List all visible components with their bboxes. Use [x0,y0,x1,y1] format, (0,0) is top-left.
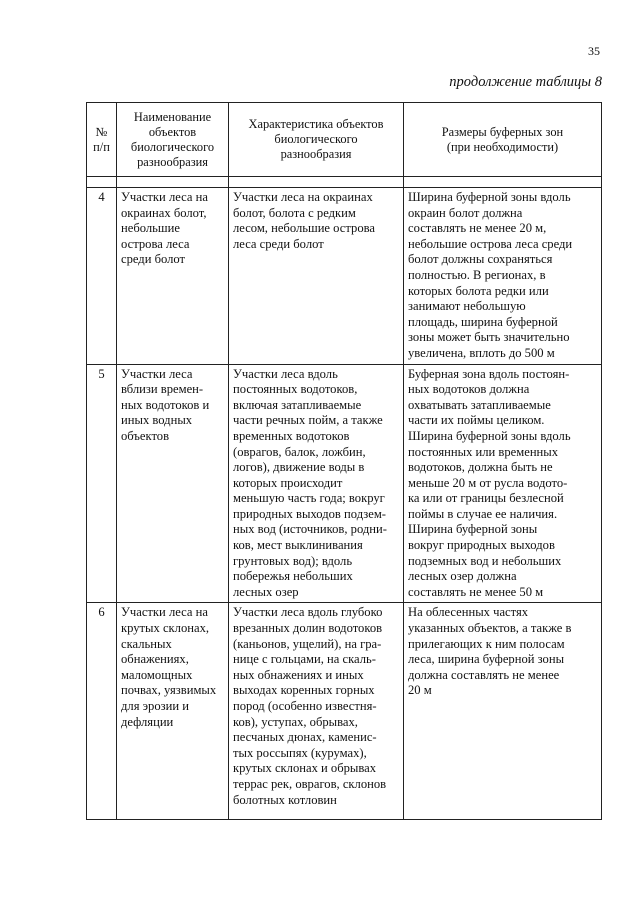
buffer-zone-cell: Ширина буферной зоны вдоль окраин болот должна составлять не менее 20 м, небольшие острова леса среди болот должны сохраняться полностью. В регионах, в которых болота редки или занимают небольшую площадь, ширина буферной зоны может быть значительно увеличена, вплоть до 500 м [404,188,602,365]
spacer-cell [229,177,404,188]
spacer-cell [87,177,117,188]
header-buffer-zone-size: Размеры буферных зон (при необходимости) [404,103,602,177]
object-characteristic-cell: Участки леса вдоль постоянных водотоков, включая затапливаемые части речных пойм, а также временных водотоков (оврагов, балок, ложбин, логов), движение воды в которых происходит меньшую часть года; вокруг природных выходов подзем- ных вод (источников, родни- ков, мест выклинивания грунтовых вод); вдоль побережья небольших лесных озер [229,364,404,603]
buffer-zone-cell: На облесенных частях указанных объектов, а также в прилегающих к ним полосам леса, ширина буферной зоны должна составлять не менее 20 м [404,603,602,820]
table-header-row [87,103,602,177]
biodiversity-objects-table [86,102,602,820]
page-number: 35 [588,44,600,58]
buffer-zone-cell: Буферная зона вдоль постоян- ных водотоков должна охватывать затапливаемые части их поймы целиком. Ширина буферной зоны вдоль постоянных или временных водотоков, должна быть не меньше 20 м от русла водото- ка или от границы безлесной поймы в случае ее наличия. Ширина буферной зоны вокруг природных выходов подземных вод и небольших лесных озер должна составлять не менее 50 м [404,364,602,603]
row-number: 5 [87,364,117,603]
table-continuation-caption: продолжение таблицы 8 [449,74,602,90]
spacer-cell [117,177,229,188]
object-characteristic-cell: Участки леса на окраинах болот, болота с редким лесом, небольшие острова леса среди болот [229,188,404,365]
table-row [87,188,602,365]
object-name-cell: Участки леса на окраинах болот, небольшие острова леса среди болот [117,188,229,365]
object-characteristic-cell: Участки леса вдоль глубоко врезанных долин водотоков (каньонов, ущелий), на гра- нице с гольцами, на скаль- ных обнажениях и иных выходах коренных горных пород (особенно известня- ков), уступах, обрывах, песчаных дюнах, каменис- тых россыпях (курумах), крутых склонах и обрывах террас рек, оврагов, склонов болотных котловин [229,603,404,820]
table-row [87,364,602,603]
table-row [87,603,602,820]
row-number: 6 [87,603,117,820]
object-name-cell: Участки леса на крутых склонах, скальных обнажениях, маломощных почвах, уязвимых для эрозии и дефляции [117,603,229,820]
header-object-name: Наименование объектов биологического разнообразия [117,103,229,177]
table-spacer-row [87,177,602,188]
object-name-cell: Участки леса вблизи времен- ных водотоков и иных водных объектов [117,364,229,603]
spacer-cell [404,177,602,188]
header-number: № п/п [87,103,117,177]
header-object-characteristic: Характеристика объектов биологического разнообразия [229,103,404,177]
row-number: 4 [87,188,117,365]
